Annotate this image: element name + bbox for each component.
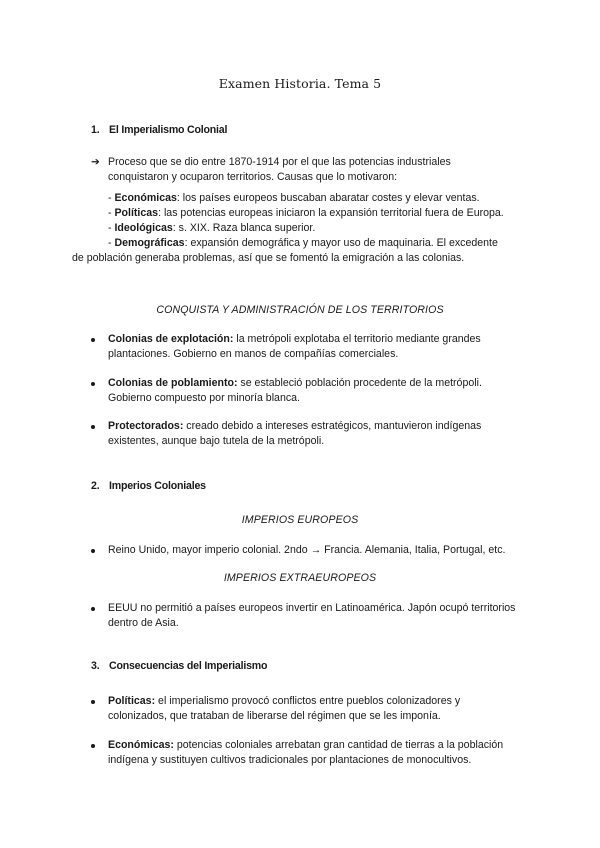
subheading-imperios-europeos: IMPERIOS EUROPEOS [241, 514, 359, 526]
causes-list [72, 191, 532, 266]
section-1-title: El Imperialismo Colonial [109, 124, 228, 136]
list-item: Protectorados: creado debido a intereses estratégicos, mantuvieron indígenas existentes, aunque bajo tutela de la metrópoli. [91, 419, 521, 449]
section-2-title: Imperios Coloniales [109, 480, 206, 492]
subheading-imperios-extraeuropeos: IMPERIOS EXTRAEUROPEOS [223, 572, 377, 584]
document-title: Examen Historia. Tema 5 [218, 76, 382, 91]
bullet-icon [91, 549, 95, 553]
bullet-icon [91, 338, 95, 342]
subheading-conquista: CONQUISTA Y ADMINISTRACIÓN DE LOS TERRITORIOS [156, 304, 444, 316]
section-1-intro [91, 155, 511, 185]
section-3-heading [91, 660, 267, 672]
section-2-heading [91, 480, 206, 492]
bullet-icon [91, 744, 95, 748]
list-item: Reino Unido, mayor imperio colonial. 2ndo → Francia. Alemania, Italia, Portugal, etc. [91, 543, 521, 558]
cause-label: Económicas [114, 192, 177, 204]
cause-ideologicas: - Ideológicas: s. XIX. Raza blanca superior. [108, 222, 316, 234]
cause-label: Ideológicas [114, 222, 173, 234]
section-3-number: 3. [91, 660, 100, 672]
list-item: Colonias de explotación: la metrópoli explotaba el territorio mediante grandes plantaciones. Gobierno en manos de compañías comerciales. [91, 332, 521, 362]
arrow-right-icon: ➔ [91, 156, 100, 168]
list-item: Económicas: potencias coloniales arrebatan gran cantidad de tierras a la población indígena y sustituyen cultivos tradicionales por plantaciones de monocultivos. [91, 738, 521, 768]
list-item: EEUU no permitió a países europeos invertir en Latinoamérica. Japón ocupó territorios dentro de Asia. [91, 601, 521, 631]
section-1-number: 1. [91, 124, 100, 136]
bullet-icon [91, 607, 95, 611]
bullet-icon [91, 700, 95, 704]
section-1-heading [91, 124, 227, 136]
intro-text: Proceso que se dio entre 1870-1914 por el que las potencias industriales conquistaron y ocuparon territorios. Causas que lo motivaron: [108, 156, 451, 183]
section-2-number: 2. [91, 480, 100, 492]
bullet-icon [91, 425, 95, 429]
cause-politicas: - Políticas: las potencias europeas iniciaron la expansión territorial fuera de Europa. [108, 207, 504, 219]
cause-label: Políticas [114, 207, 159, 219]
cause-demograficas: - Demográficas: expansión demográfica y mayor uso de maquinaria. El excedente [108, 237, 498, 249]
cause-economicas: - Económicas: los países europeos buscaban abaratar costes y elevar ventas. [108, 192, 480, 204]
cause-label: Demográficas [114, 237, 185, 249]
list-item: Colonias de poblamiento: se estableció población procedente de la metrópoli. Gobierno compuesto por minoría blanca. [91, 376, 521, 406]
bullet-icon [91, 382, 95, 386]
cause-demograficas-continuation: de población generaba problemas, así que se fomentó la emigración a las colonias. [72, 252, 465, 264]
list-item: Políticas: el imperialismo provocó conflictos entre pueblos colonizadores y colonizados, que trataban de liberarse del régimen que se les imponía. [91, 694, 521, 724]
section-3-title: Consecuencias del Imperialismo [109, 660, 268, 672]
